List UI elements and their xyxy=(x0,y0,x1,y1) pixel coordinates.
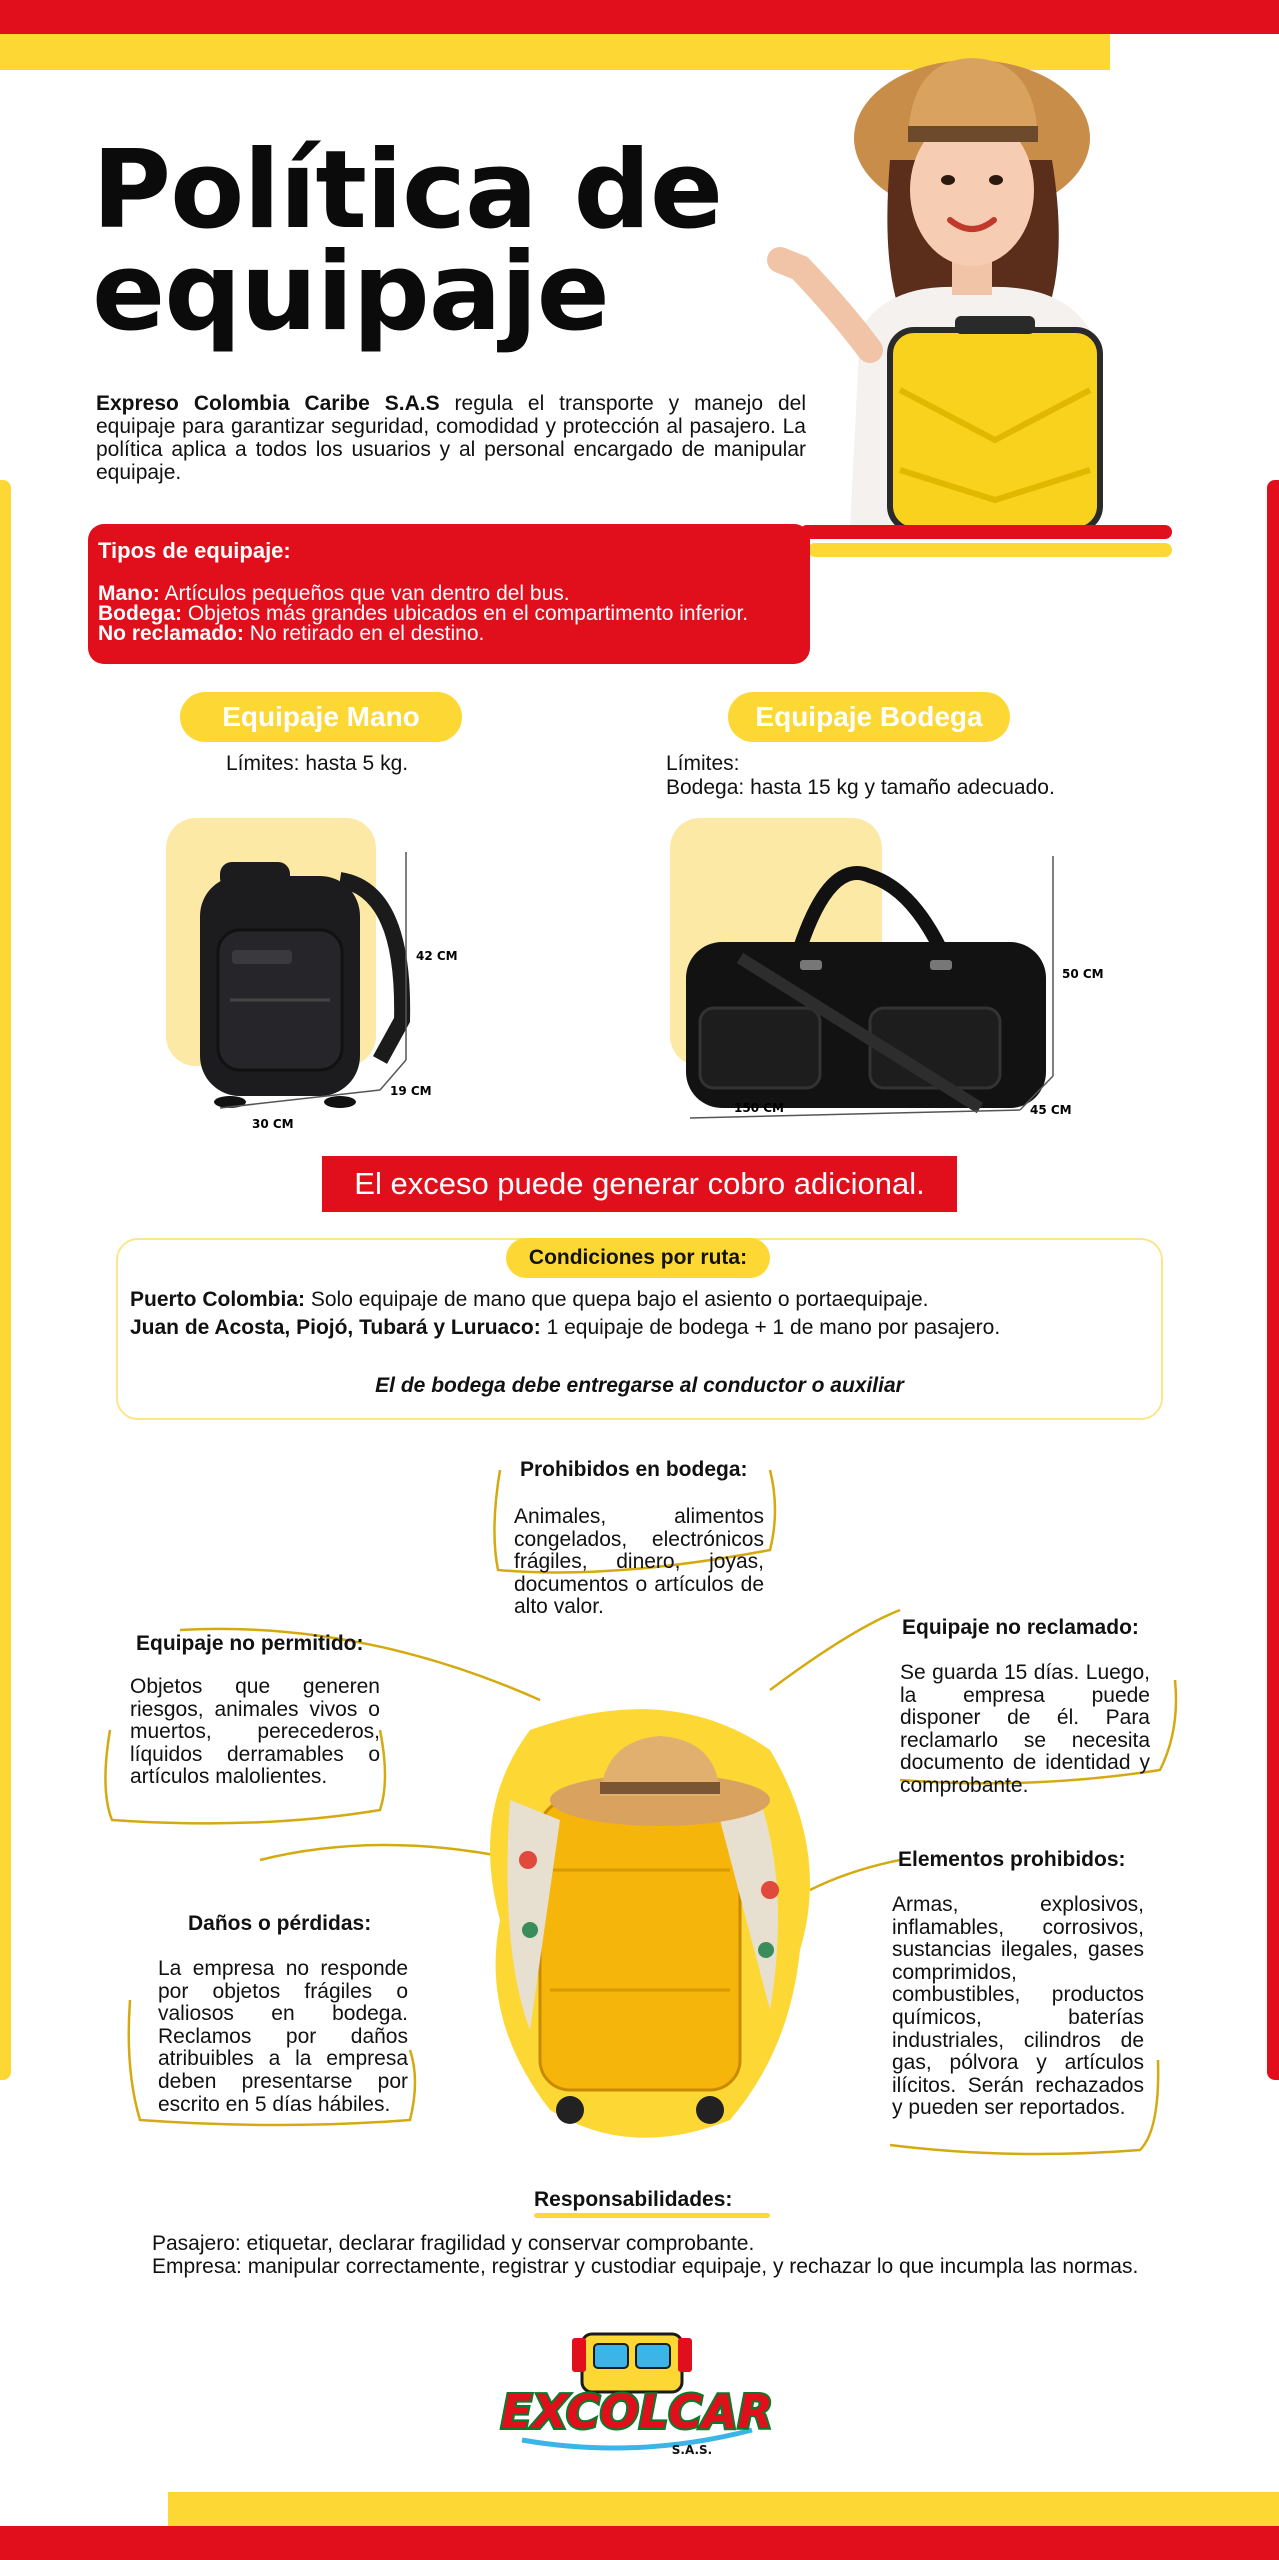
responsabilidad-pasajero: Pasajero: etiquetar, declarar fragilidad y conservar comprobante. xyxy=(152,2232,755,2255)
no-permitido-title: Equipaje no permitido: xyxy=(136,1632,364,1655)
equipaje-mano-heading: Equipaje Mano xyxy=(180,692,462,742)
top-red-bar xyxy=(0,0,1279,34)
duffel-height-label: 50 CM xyxy=(1062,967,1104,981)
intro-paragraph xyxy=(96,392,806,484)
tipos-box xyxy=(88,524,810,664)
tipo-label: No reclamado: xyxy=(98,622,244,645)
mano-limit: Límites: hasta 5 kg. xyxy=(226,752,409,775)
responsabilidades-text xyxy=(152,2232,1142,2278)
logo-name: EXCOLCAR xyxy=(500,2385,774,2439)
route-label: Puerto Colombia: xyxy=(130,1288,306,1311)
suitcase-with-hat-illustration xyxy=(470,1690,810,2150)
condiciones-note: El de bodega debe entregarse al conductor o auxiliar xyxy=(375,1374,904,1397)
company-name: Expreso Colombia Caribe S.A.S xyxy=(96,392,440,415)
tipos-decoration-red xyxy=(800,525,1172,539)
woman-with-suitcase-illustration xyxy=(740,30,1170,530)
backpack-depth-label: 19 CM xyxy=(390,1084,432,1098)
bodega-limit-text: Bodega: hasta 15 kg y tamaño adecuado. xyxy=(666,776,1055,799)
tipo-item xyxy=(98,624,800,644)
no-reclamado-title: Equipaje no reclamado: xyxy=(902,1616,1139,1639)
danos-text: La empresa no responde por objetos frágiles o valiosos en bodega. Reclamos por daños atribuibles a la empresa deben presentarse por escrito en 5 días hábiles. xyxy=(158,1957,408,2116)
elementos-prohibidos-text: Armas, explosivos, inflamables, corrosivos, sustancias ilegales, gases comprimidos, combustibles, productos químicos, baterías industriales, cilindros de gas, pólvora y artículos ilícitos. Serán rechazados y pueden ser reportados. xyxy=(892,1893,1144,2120)
bus-icon xyxy=(572,2334,692,2392)
bottom-red-bar xyxy=(0,2526,1279,2560)
no-permitido-text: Objetos que generen riesgos, animales vivos o muertos, perecederos, líquidos derramables o artículos malolientes. xyxy=(130,1675,380,1789)
prohibidos-bodega-text: Animales, alimentos congelados, electrónicos frágiles, dinero, joyas, documentos o artículos de alto valor. xyxy=(514,1505,764,1619)
bodega-limit xyxy=(666,752,1055,800)
tipo-text: Objetos más grandes ubicados en el compartimento inferior. xyxy=(182,602,749,625)
tipos-decoration-yellow xyxy=(808,543,1172,557)
intro-text: regula el transporte y manejo del equipaje para garantizar seguridad, comodidad y protección al pasajero. La política aplica a todos los usuarios y al personal encargado de manipular equipaje. xyxy=(96,392,806,484)
page-title-line-2: equipaje xyxy=(92,230,609,355)
no-reclamado-text: Se guarda 15 días. Luego, la empresa puede disponer de él. Para reclamarlo se necesita documento de identidad y comprobante. xyxy=(900,1661,1150,1797)
tipo-text: Artículos pequeños que van dentro del bus. xyxy=(159,582,570,605)
responsabilidades-title: Responsabilidades: xyxy=(534,2188,733,2211)
backpack-width-label: 30 CM xyxy=(252,1117,294,1131)
condiciones-title: Condiciones por ruta: xyxy=(506,1238,770,1278)
page-title xyxy=(92,128,792,355)
tipo-item xyxy=(98,584,800,604)
backpack-icon xyxy=(180,840,458,1131)
bottom-yellow-bar xyxy=(168,2492,1279,2526)
exceso-banner: El exceso puede generar cobro adicional. xyxy=(322,1156,957,1212)
tipos-title: Tipos de equipaje: xyxy=(98,538,291,563)
page-title-line-1: Política de xyxy=(92,128,723,253)
responsabilidades-underline xyxy=(534,2213,770,2218)
responsabilidad-empresa: Empresa: manipular correctamente, registrar y custodiar equipaje, y rechazar lo que incumpla las normas. xyxy=(152,2255,1139,2278)
tipo-item xyxy=(98,604,800,624)
excolcar-logo xyxy=(500,2330,774,2460)
route-label: Juan de Acosta, Piojó, Tubará y Luruaco: xyxy=(130,1316,541,1339)
tipo-label: Bodega: xyxy=(98,602,182,625)
danos-title: Daños o pérdidas: xyxy=(188,1912,372,1935)
equipaje-bodega-heading: Equipaje Bodega xyxy=(728,692,1010,742)
duffel-width-label: 150 CM xyxy=(734,1101,784,1115)
route-text: 1 equipaje de bodega + 1 de mano por pasajero. xyxy=(540,1316,1001,1339)
duffel-depth-label: 45 CM xyxy=(1030,1103,1072,1117)
route-item xyxy=(130,1288,929,1312)
prohibidos-bodega-title: Prohibidos en bodega: xyxy=(520,1458,748,1481)
route-text: Solo equipaje de mano que quepa bajo el asiento o portaequipaje. xyxy=(305,1288,929,1311)
logo-suffix: S.A.S. xyxy=(671,2443,713,2457)
elementos-prohibidos-title: Elementos prohibidos: xyxy=(898,1848,1126,1871)
bodega-limit-label: Límites: xyxy=(666,752,740,775)
duffel-bag-icon xyxy=(670,848,1104,1138)
backpack-height-label: 42 CM xyxy=(416,949,458,963)
route-item xyxy=(130,1316,1000,1340)
tipo-label: Mano: xyxy=(98,582,160,605)
tipo-text: No retirado en el destino. xyxy=(243,622,485,645)
